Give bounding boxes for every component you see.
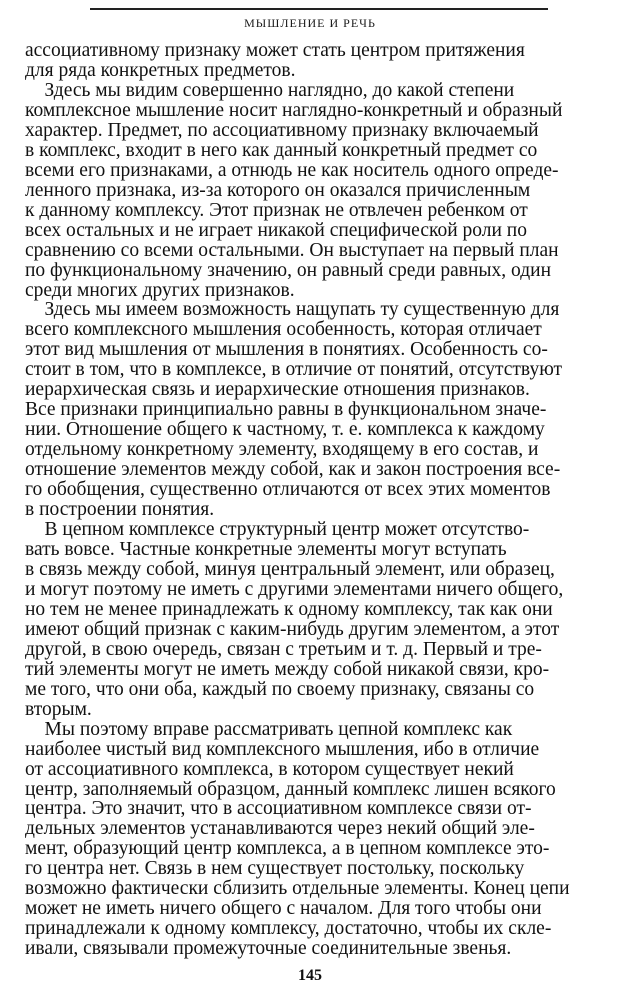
text-line: всех остальных и не играет никакой специфической роли по [25,219,527,241]
text-line: ивали, связывали промежуточные соединительные звенья. [25,938,512,960]
text-line: наиболее чистый вид комплексного мышления, ибо в отличие [25,738,540,760]
text-line: в связь между собой, минуя центральный элемент, или образец, [25,558,555,580]
text-line: иерархическая связь и иерархические отношения признаков. [25,379,530,401]
text-line: к данному комплексу. Этот признак не отвлечен ребенком от [25,199,528,221]
text-line: Все признаки принципиально равны в функциональном значе- [25,399,547,421]
text-line: характер. Предмет, по ассоциативному признаку включаемый [25,119,539,141]
text-line: Здесь мы имеем возможность нащупать ту существенную для [25,299,560,321]
text-line: ассоциативному признаку может стать центром притяжения [25,40,525,61]
text-line: ленного признака, из-за которого он оказался причисленным [25,179,531,201]
text-line: всеми его признаками, а отнюдь не как носитель одного опреде- [25,159,559,181]
text-line: и могут поэтому не иметь с другими элементами ничего общего, [25,578,564,600]
text-line: среди многих других признаков. [25,279,295,301]
text-line: ме того, что они оба, каждый по своему признаку, связаны со [25,678,535,700]
running-head: МЫШЛЕНИЕ И РЕЧЬ [244,16,376,30]
text-line: тий элементы могут не иметь между собой никакой связи, кро- [25,658,550,680]
text-line: другой, в свою очередь, связан с третьим и т. д. Первый и тре- [25,638,542,660]
text-line: стоит в том, что в комплексе, в отличие от понятий, отсутствуют [25,359,563,381]
page-number: 145 [298,967,322,984]
text-line: комплексное мышление носит наглядно-конкретный и образный [25,99,563,121]
text-line: го обобщения, существенно отличаются от всех этих моментов [25,479,551,501]
text-line: вать вовсе. Частные конкретные элементы могут вступать [25,539,507,560]
text-line: Здесь мы видим совершенно наглядно, до какой степени [25,79,515,101]
text-line: имеют общий признак с каким-нибудь другим элементом, а этот [25,618,560,640]
text-line: от ассоциативного комплекса, в котором существует некий [25,758,514,780]
text-line: нии. Отношение общего к частному, т. е. комплекса к каждому [25,419,545,441]
text-line: центра. Это значит, что в ассоциативном комплексе связи от- [25,798,532,820]
text-line: всего комплексного мышления особенность, которая отличает [25,319,542,341]
text-line: Мы поэтому вправе рассматривать цепной комплекс как [25,718,513,740]
text-line: мент, образующий центр комплекса, а в цепном комплексе это- [25,838,550,860]
text-line: принадлежали к одному комплексу, достаточно, чтобы их скле- [25,918,552,940]
text-line: отношение элементов между собой, как и закон построения все- [25,459,561,481]
text-line: отдельному конкретному элементу, входящему в его состав, и [25,439,539,461]
text-line: в построении понятия. [25,499,215,521]
text-line: возможно фактически сблизить отдельные элементы. Конец цепи [25,878,570,900]
text-line: вторым. [25,698,92,720]
text-line: в комплекс, входит в него как данный конкретный предмет со [25,139,538,161]
text-line: по функциональному значению, он равный среди равных, один [25,259,552,281]
text-line: этот вид мышления от мышления в понятиях. Особенность со- [25,339,548,361]
text-line: сравнению со всеми остальными. Он выступает на первый план [25,239,559,261]
text-line: дельных элементов устанавливаются через некий общий эле- [25,818,535,840]
text-line: может не иметь ничего общего с началом. Для того чтобы они [25,898,542,920]
text-line: но тем не менее принадлежать к одному комплексу, так как они [25,598,553,620]
text-line: для ряда конкретных предметов. [25,59,296,81]
text-line: го центра нет. Связь в нем существует постольку, поскольку [25,858,525,880]
text-line: центр, заполняемый образцом, данный комплекс лишен всякого [25,778,556,800]
text-line: В цепном комплексе структурный центр может отсутство- [25,519,530,541]
header-rule [90,8,548,10]
